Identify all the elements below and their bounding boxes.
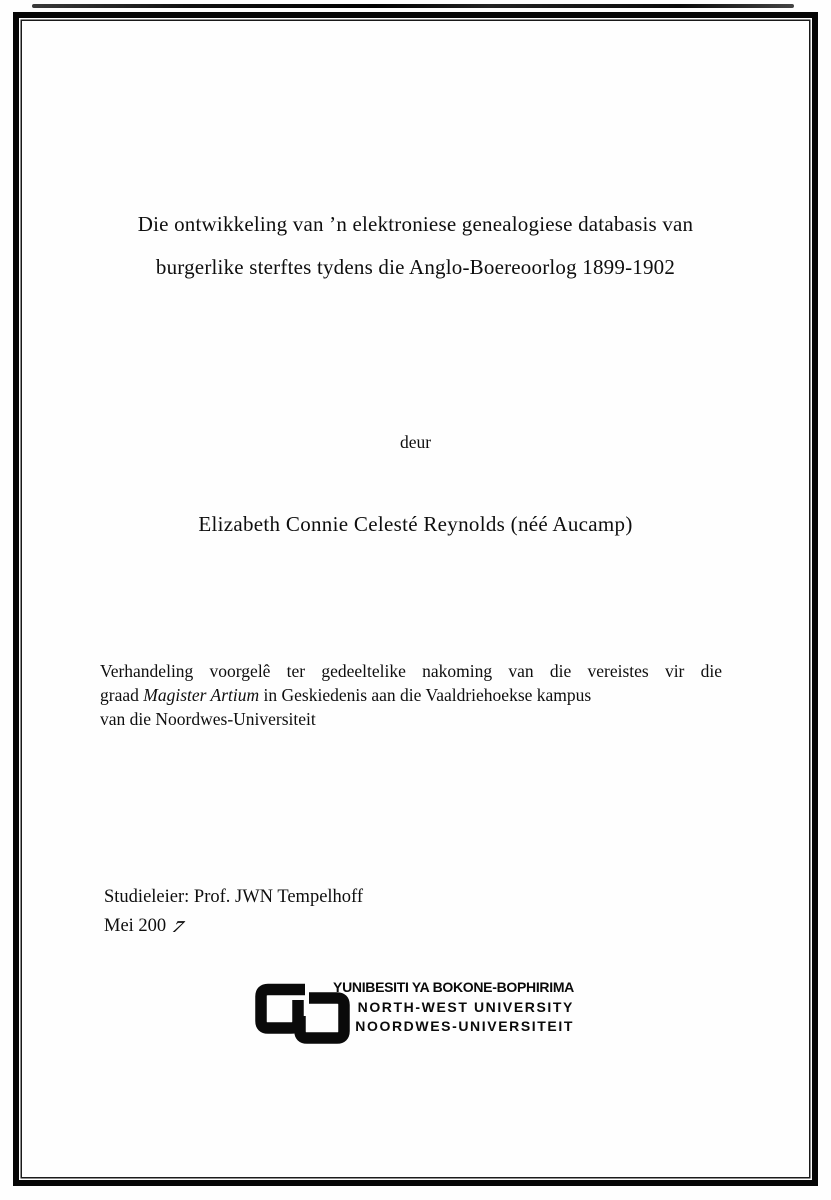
date-prefix: Mei 200 (104, 916, 167, 936)
byline-label: deur (399, 432, 432, 452)
supervisor-date-block (104, 883, 363, 941)
date-line (104, 912, 363, 941)
logo-text-block (322, 978, 574, 1037)
degree-statement (100, 659, 722, 731)
title-line-2: burgerlike sterftes tydens die Anglo-Boereoorlog 1899-1902 (155, 255, 676, 279)
statement-line-2-prefix: graad (100, 685, 144, 705)
thesis-title (50, 203, 781, 289)
statement-line-3: van die Noordwes-Universiteit (100, 709, 316, 729)
degree-name-italic: Magister Artium (143, 685, 260, 705)
logo-line-setswana: YUNIBESITI YA BOKONE-BOPHIRIMA (333, 979, 574, 995)
nwu-logo (252, 972, 574, 1052)
author-name: Elizabeth Connie Celesté Reynolds (néé Aucamp) (198, 512, 633, 536)
statement-line-1: Verhandeling voorgelê ter gedeeltelike nakoming van die vereistes vir die (100, 661, 722, 681)
statement-line-2-suffix: in Geskiedenis aan die Vaaldriehoekse kampus (259, 685, 592, 705)
title-line-1: Die ontwikkeling van ’n elektroniese genealogiese databasis van (137, 212, 694, 236)
logo-line-afrikaans: NOORDWES-UNIVERSITEIT (355, 1018, 574, 1034)
supervisor-line: Studieleier: Prof. JWN Tempelhoff (104, 887, 364, 907)
date-digit: 7 (168, 918, 188, 937)
statement-line-2 (100, 683, 722, 707)
scan-artifact-line (32, 4, 794, 8)
logo-line-english: NORTH-WEST UNIVERSITY (357, 998, 574, 1015)
